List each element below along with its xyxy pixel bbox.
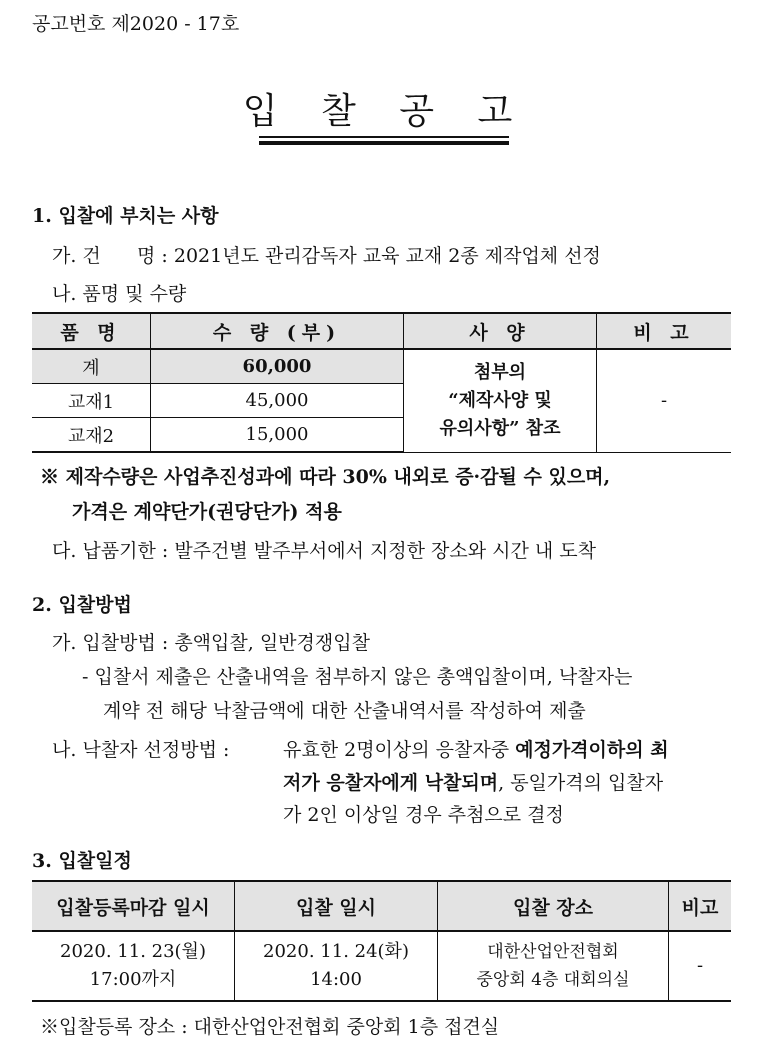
winner-line-2b: , 동일가격의 입찰자 — [498, 772, 664, 794]
item-bid-method: 가. 입찰방법 : 총액입찰, 일반경쟁입찰 — [52, 632, 370, 654]
item-goods-quantity: 나. 품명 및 수량 — [52, 283, 187, 305]
goods-spec — [404, 349, 597, 452]
schedule-header-note: 비고 — [669, 881, 732, 931]
spec-line: 유의사항” 참조 — [439, 417, 561, 439]
winner-line-2a: 저가 응찰자에게 낙찰되며 — [283, 772, 499, 794]
goods-note: - — [597, 349, 732, 452]
deadline-time: 17:00까지 — [89, 969, 177, 990]
schedule-header-place: 입찰 장소 — [438, 881, 669, 931]
spec-line: “제작사양 및 — [448, 389, 552, 411]
registration-place: ※입찰등록 장소 : 대한산업안전협회 중앙회 1층 접견실 — [40, 1016, 500, 1038]
goods-qty: 45,000 — [151, 384, 404, 418]
schedule-header-bid-time: 입찰 일시 — [235, 881, 438, 931]
bid-time: 14:00 — [310, 969, 362, 990]
goods-name: 계 — [32, 349, 151, 384]
place-line: 대한산업안전협회 — [487, 942, 619, 962]
schedule-header-deadline: 입찰등록마감 일시 — [32, 881, 235, 931]
title-underline-thick — [259, 141, 509, 145]
bid-method-detail-2: 계약 전 해당 낙찰금액에 대한 산출내역서를 작성하여 제출 — [103, 700, 586, 722]
winner-line-1a: 유효한 2명이상의 응찰자중 — [283, 739, 516, 761]
goods-header-spec: 사 양 — [404, 313, 597, 349]
goods-name: 교재2 — [32, 418, 151, 453]
winner-line-3: 가 2인 이상일 경우 추첨으로 결정 — [283, 804, 564, 826]
goods-qty: 60,000 — [151, 349, 404, 384]
deadline-date: 2020. 11. 23(월) — [60, 941, 206, 962]
schedule-deadline — [32, 931, 235, 1001]
bid-method-detail-1: - 입찰서 제출은 산출내역을 첨부하지 않은 총액입찰이며, 낙찰자는 — [82, 666, 633, 688]
notice-number: 공고번호 제2020 - 17호 — [32, 13, 240, 35]
place-line: 중앙회 4층 대회의실 — [476, 970, 630, 990]
item-winner-label: 나. 낙찰자 선정방법 : — [52, 739, 230, 761]
title-underline-thin — [259, 136, 509, 138]
goods-qty: 15,000 — [151, 418, 404, 453]
goods-header-name: 품 명 — [32, 313, 151, 349]
section-3-heading: 3. 입찰일정 — [32, 850, 132, 872]
quantity-remark-line2: 가격은 계약단가(권당단가) 적용 — [72, 501, 342, 523]
item-delivery: 다. 납품기한 : 발주건별 발주부서에서 지정한 장소와 시간 내 도착 — [52, 540, 597, 562]
schedule-table — [32, 880, 731, 1002]
winner-line-2 — [283, 768, 663, 795]
goods-table — [32, 312, 731, 453]
winner-line-1b: 예정가격이하의 최 — [515, 739, 669, 761]
schedule-bid-time — [235, 931, 438, 1001]
goods-header-note: 비 고 — [597, 313, 732, 349]
item-subject: 가. 건 명 : 2021년도 관리감독자 교육 교재 2종 제작업체 선정 — [52, 245, 601, 267]
section-1-heading: 1. 입찰에 부치는 사항 — [32, 205, 219, 227]
page-title: 입 찰 공 고 — [242, 91, 529, 132]
goods-header-qty: 수 량 (부) — [151, 313, 404, 349]
goods-name: 교재1 — [32, 384, 151, 418]
winner-line-1 — [283, 735, 669, 762]
schedule-place — [438, 931, 669, 1001]
section-2-heading: 2. 입찰방법 — [32, 594, 132, 616]
table-row — [32, 931, 731, 1001]
table-row — [32, 349, 731, 384]
bid-date: 2020. 11. 24(화) — [263, 941, 409, 962]
schedule-note: - — [669, 931, 732, 1001]
quantity-remark-line1: ※ 제작수량은 사업추진성과에 따라 30% 내외로 증·감될 수 있으며, — [40, 466, 611, 488]
spec-line: 첨부의 — [473, 361, 527, 383]
